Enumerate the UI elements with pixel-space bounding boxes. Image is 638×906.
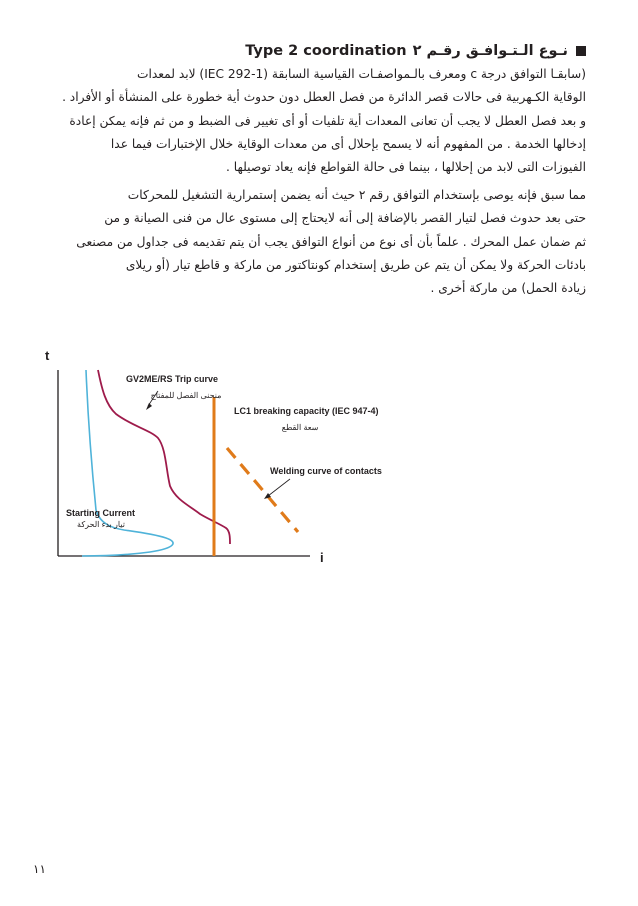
gv2-label-ar: منحنى الفصل للمفتاح (150, 391, 222, 400)
paragraph-line: حتى بعد حدوث فصل لتيار القصر بالإضافة إلى أنه لايحتاج إلى مستوى عال من فنى الصيانة و من (104, 211, 586, 226)
paragraph-line: الفيوزات التى لابد من إحلالها ، بينما فى حالة القواطع فإنه يعاد توصيلها . (226, 160, 586, 175)
paragraph-line: و بعد فصل العطل لا يجب أن تعانى المعدات أية تلفيات أو أى تغيير فى الضبط و من ثم فإنه يمكن إعادة (69, 113, 586, 128)
paragraph-line: إدخالها الخدمة . من المفهوم أنه لا يسمح بإحلال أى من معدات الوقاية خلال الإختبارات فيما عدا (110, 136, 586, 151)
page-number: ١١ (33, 862, 46, 876)
welding-label: Welding curve of contacts (270, 466, 382, 476)
paragraph-line: زيادة الحمل) من ماركة أخرى . (430, 281, 586, 296)
paragraph-coordination-definition (36, 63, 586, 179)
welding-curve (227, 448, 298, 532)
lc1-label-ar: سعة القطع (281, 423, 319, 432)
lc1-label-en: LC1 breaking capacity (IEC 947-4) (234, 406, 379, 416)
section-heading (245, 43, 586, 59)
paragraph-line: مما سبق فإنه يوصى بإستخدام التوافق رقم ٢ حيث أنه يضمن إستمرارية التشغيل للمحركات (127, 188, 586, 202)
coordination-curves-figure (0, 340, 638, 580)
paragraph-line: بادئات الحركة ولا يمكن أن يتم عن طريق إستخدام كونتاكتور من ماركة و قاطع تيار (أو ريلاى (125, 257, 586, 272)
bullet-square-icon (576, 46, 586, 56)
t-axis-label: t (45, 348, 50, 363)
starting-current-label-en: Starting Current (66, 508, 136, 518)
welding-leader-line (268, 479, 290, 496)
heading-arabic: نـوع الـتـوافـق رقـم ٢ (412, 43, 568, 59)
paragraph-line: (سابقـا التوافق درجة c ومعرف بالـمواصفـات القياسية السابقة (IEC 292-1) لابد لمعدات (137, 67, 586, 81)
i-axis-label: i (320, 550, 324, 565)
gv2-label-en: GV2ME/RS Trip curve (126, 374, 219, 384)
paragraph-line: الوقاية الكـهربية فى حالات قصر الدائرة من فصل العطل دون حدوث أية خطورة على المنشأة أو الأفراد . (62, 90, 586, 105)
paragraph-recommendation (36, 184, 586, 300)
starting-current-label-ar: تيار بدء الحركة (77, 520, 125, 529)
arrowhead-icon (146, 403, 152, 410)
paragraph-line: ثم ضمان عمل المحرك . علماً بأن أى نوع من أنواع التوافق يجب أن يتم تقديمه فى جداول من مصنعى (76, 234, 586, 249)
heading-english: Type 2 coordination (245, 43, 407, 59)
